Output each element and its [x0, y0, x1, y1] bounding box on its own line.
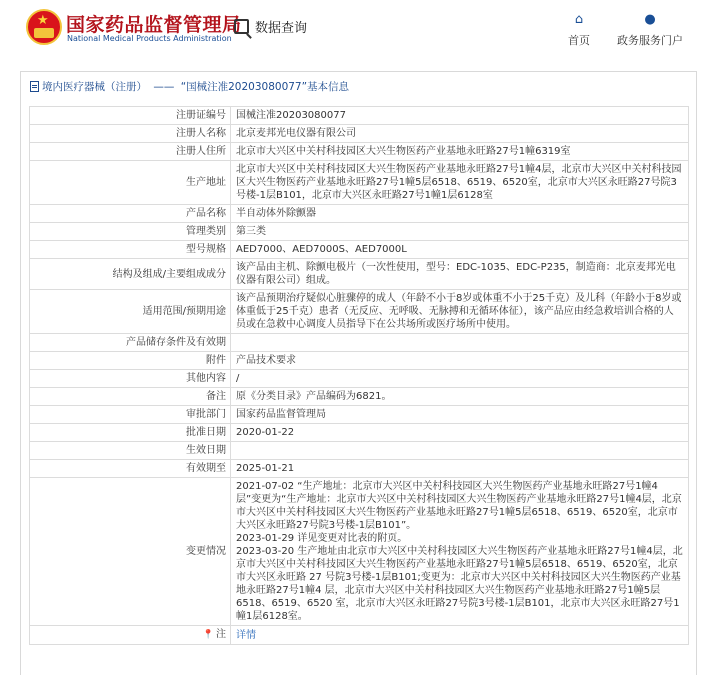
field-label: 注册人住所: [30, 143, 231, 161]
table-row: [30, 370, 689, 388]
table-row: [30, 107, 689, 125]
field-label: 备注: [30, 388, 231, 406]
national-emblem-logo: ★: [26, 9, 62, 45]
field-value: [231, 626, 689, 645]
field-value: 2025-01-21: [231, 460, 689, 478]
breadcrumb: [30, 79, 349, 94]
table-row: [30, 143, 689, 161]
field-label: 管理类别: [30, 223, 231, 241]
data-query-icon: [234, 19, 249, 34]
table-row: [30, 626, 689, 645]
breadcrumb-separator: ——: [150, 80, 178, 93]
detail-panel: [20, 71, 697, 675]
field-value: 北京市大兴区中关村科技园区大兴生物医药产业基地永旺路27号1幢4层，北京市大兴区中关村科技园区大兴生物医药产业基地永旺路27号1幢5层6518、6519、6520室，北京市大兴区永旺路27号院3号楼-1层B101，北京市大兴区永旺路27号1幢1层6128室: [231, 161, 689, 205]
table-row: [30, 460, 689, 478]
field-label: 结构及组成/主要组成成分: [30, 259, 231, 290]
user-icon: ●: [644, 12, 656, 27]
table-row: [30, 205, 689, 223]
table-row: [30, 388, 689, 406]
field-value: 原《分类目录》产品编码为6821。: [231, 388, 689, 406]
table-row: [30, 241, 689, 259]
site-header: [0, 0, 711, 56]
table-row: [30, 406, 689, 424]
field-value: 该产品预期治疗疑似心脏骤停的成人（年龄不小于8岁或体重不小于25千克）及儿科（年龄小于8岁或体重低于25千克）患者（无反应、无呼吸、无脉搏和无循环体征），该产品应由经急救培训合格的人员或在急救中心调度人员指导下在公共场所或医疗场所中使用。: [231, 290, 689, 334]
field-value: 2021-07-02 “生产地址：北京市大兴区中关村科技园区大兴生物医药产业基地永旺路27号1幢4层”变更为“生产地址：北京市大兴区中关村科技园区大兴生物医药产业基地永旺路27号1幢4层，北京市大兴区中关村科技园区大兴生物医药产业基地永旺路27号1幢5层6518、6519、6520室，北京市大兴区永旺路27号院3号楼-1层B101”。 2023-01-29 详见变更对比表的附页。 2023-03-20 生产地址由北京市大兴区中关村科技园区大兴生物医药产业基地永旺路27号1幢4层，北京市大兴区中关村科技园区大兴生物医药产业基地永旺路27号1幢5层6518、6519、6520室，北京市大兴区永旺路 27 号院3号楼-1层B101;变更为：北京市大兴区中关村科技园区大兴生物医药产业基地永旺路27号1幢4 层，北京市大兴区中关村科技园区大兴生物医药产业基地永旺路27号1幢5层6518、6519、6520 室，北京市大兴区永旺路27号院3号楼-1层B101，北京市大兴区永旺路27号1幢1层6128室。: [231, 478, 689, 626]
table-row: [30, 478, 689, 626]
brand-name-en[interactable]: National Medical Products Administration: [67, 34, 232, 43]
field-value: [231, 334, 689, 352]
table-row: [30, 125, 689, 143]
document-icon: [30, 81, 39, 92]
nav-home[interactable]: [568, 13, 590, 48]
pin-icon: 📍: [202, 630, 214, 640]
field-label: 生效日期: [30, 442, 231, 460]
nav-government-portal[interactable]: [617, 13, 683, 48]
nav-home-label: 首页: [568, 34, 590, 47]
field-value: 2020-01-22: [231, 424, 689, 442]
field-label: 批准日期: [30, 424, 231, 442]
breadcrumb-category[interactable]: 境内医疗器械（注册）: [42, 81, 147, 93]
field-value: 国械注准20203080077: [231, 107, 689, 125]
field-label: 注册人名称: [30, 125, 231, 143]
table-row: [30, 223, 689, 241]
brand-name-cn[interactable]: 国家药品监督管理局: [66, 14, 242, 36]
field-value: [231, 442, 689, 460]
field-value: 产品技术要求: [231, 352, 689, 370]
field-value: 国家药品监督管理局: [231, 406, 689, 424]
field-label: 其他内容: [30, 370, 231, 388]
field-label: 产品名称: [30, 205, 231, 223]
field-label: 有效期至: [30, 460, 231, 478]
field-value: 该产品由主机、除颤电极片（一次性使用，型号：EDC-1035、EDC-P235，制造商：北京麦邦光电仪器有限公司）组成。: [231, 259, 689, 290]
table-row: [30, 352, 689, 370]
data-query-title: [234, 17, 307, 36]
field-value: AED7000、AED7000S、AED7000L: [231, 241, 689, 259]
breadcrumb-title: “国械注准20203080077”基本信息: [180, 81, 350, 93]
table-row: [30, 334, 689, 352]
field-value: /: [231, 370, 689, 388]
field-label: 型号规格: [30, 241, 231, 259]
nav-portal-label: 政务服务门户: [617, 34, 683, 47]
table-row: [30, 442, 689, 460]
note-label: 注: [216, 629, 226, 640]
field-label: 变更情况: [30, 478, 231, 626]
field-value: 北京麦邦光电仪器有限公司: [231, 125, 689, 143]
field-label: 注册证编号: [30, 107, 231, 125]
field-label: 审批部门: [30, 406, 231, 424]
field-value: 半自动体外除颤器: [231, 205, 689, 223]
home-icon: ⌂: [574, 12, 584, 27]
field-label: 附件: [30, 352, 231, 370]
field-label: 适用范围/预期用途: [30, 290, 231, 334]
table-row: [30, 259, 689, 290]
table-row: [30, 424, 689, 442]
field-label: [30, 626, 231, 645]
field-value: 北京市大兴区中关村科技园区大兴生物医药产业基地永旺路27号1幢6319室: [231, 143, 689, 161]
table-row: [30, 161, 689, 205]
field-label: 生产地址: [30, 161, 231, 205]
field-label: 产品储存条件及有效期: [30, 334, 231, 352]
data-query-label: 数据查询: [255, 21, 308, 36]
field-value: 第三类: [231, 223, 689, 241]
registration-info-table: [29, 106, 689, 645]
table-row: [30, 290, 689, 334]
details-link[interactable]: 详情: [236, 629, 256, 641]
